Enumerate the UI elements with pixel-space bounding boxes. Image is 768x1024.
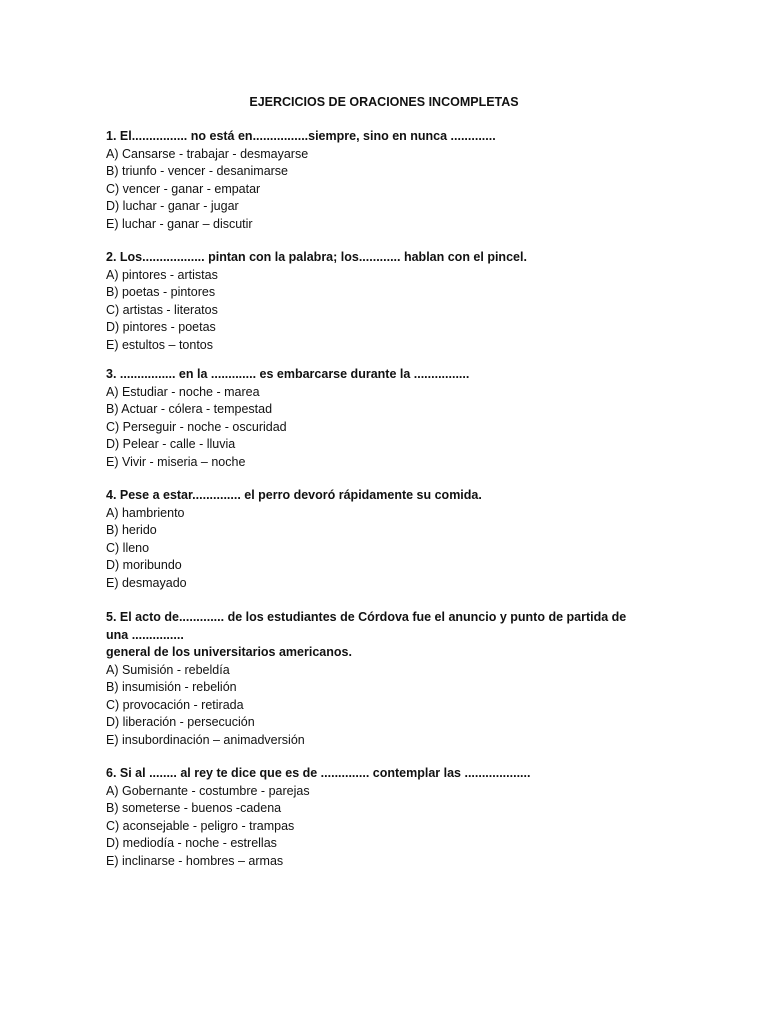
question-4 xyxy=(106,487,646,592)
option-c: C) provocación - retirada xyxy=(106,697,244,712)
option-b: B) triunfo - vencer - desanimarse xyxy=(106,164,289,178)
option-a: A) Sumisión - rebeldía xyxy=(106,662,230,677)
option-d: D) Pelear - calle - lluvia xyxy=(106,437,236,451)
option-c: C) lleno xyxy=(106,540,150,555)
option-d: D) moribundo xyxy=(106,558,182,572)
question-stem-continued: general de los universitarios americanos. xyxy=(106,645,352,659)
option-d: D) mediodía - noche - estrellas xyxy=(106,836,277,850)
option-c: C) aconsejable - peligro - trampas xyxy=(106,818,295,833)
option-a: A) pintores - artistas xyxy=(106,267,218,282)
option-d: D) liberación - persecución xyxy=(106,715,255,729)
question-2 xyxy=(106,249,646,354)
question-stem: 5. El acto de............. de los estudiantes de Córdova fue el anuncio y punto de partida de xyxy=(106,610,627,624)
option-d: D) pintores - poetas xyxy=(106,320,216,334)
question-stem: 6. Si al ........ al rey te dice que es de .............. contemplar las ................... xyxy=(106,766,531,780)
option-a: A) Estudiar - noche - marea xyxy=(106,384,260,399)
option-a: A) hambriento xyxy=(106,505,185,520)
option-b: B) Actuar - cólera - tempestad xyxy=(106,402,273,416)
document-title: EJERCICIOS DE ORACIONES INCOMPLETAS xyxy=(249,95,519,109)
option-a: A) Gobernante - costumbre - parejas xyxy=(106,783,310,798)
option-b: B) poetas - pintores xyxy=(106,285,216,299)
option-e: E) desmayado xyxy=(106,575,187,590)
option-b: B) insumisión - rebelión xyxy=(106,680,237,694)
option-c: C) vencer - ganar - empatar xyxy=(106,181,261,196)
option-e: E) insubordinación – animadversión xyxy=(106,732,305,747)
question-stem: 1. El................ no está en................siempre, sino en nunca ............. xyxy=(106,129,496,143)
option-e: E) estultos – tontos xyxy=(106,337,214,352)
question-stem: 4. Pese a estar.............. el perro devoró rápidamente su comida. xyxy=(106,488,482,502)
option-e: E) Vivir - miseria – noche xyxy=(106,454,246,469)
option-c: C) artistas - literatos xyxy=(106,302,218,317)
option-c: C) Perseguir - noche - oscuridad xyxy=(106,419,287,434)
option-b: B) herido xyxy=(106,523,157,537)
question-1 xyxy=(106,128,646,233)
option-e: E) inclinarse - hombres – armas xyxy=(106,853,284,868)
question-6 xyxy=(106,765,646,870)
question-3 xyxy=(106,366,646,471)
option-d: D) luchar - ganar - jugar xyxy=(106,199,239,213)
question-stem-continued: una ............... xyxy=(106,627,184,642)
option-e: E) luchar - ganar – discutir xyxy=(106,216,253,231)
option-b: B) someterse - buenos -cadena xyxy=(106,801,282,815)
option-a: A) Cansarse - trabajar - desmayarse xyxy=(106,146,309,161)
question-5 xyxy=(106,609,646,749)
question-stem: 2. Los.................. pintan con la palabra; los............ hablan con el pincel. xyxy=(106,250,527,264)
question-stem: 3. ................ en la ............. es embarcarse durante la ................ xyxy=(106,367,470,381)
